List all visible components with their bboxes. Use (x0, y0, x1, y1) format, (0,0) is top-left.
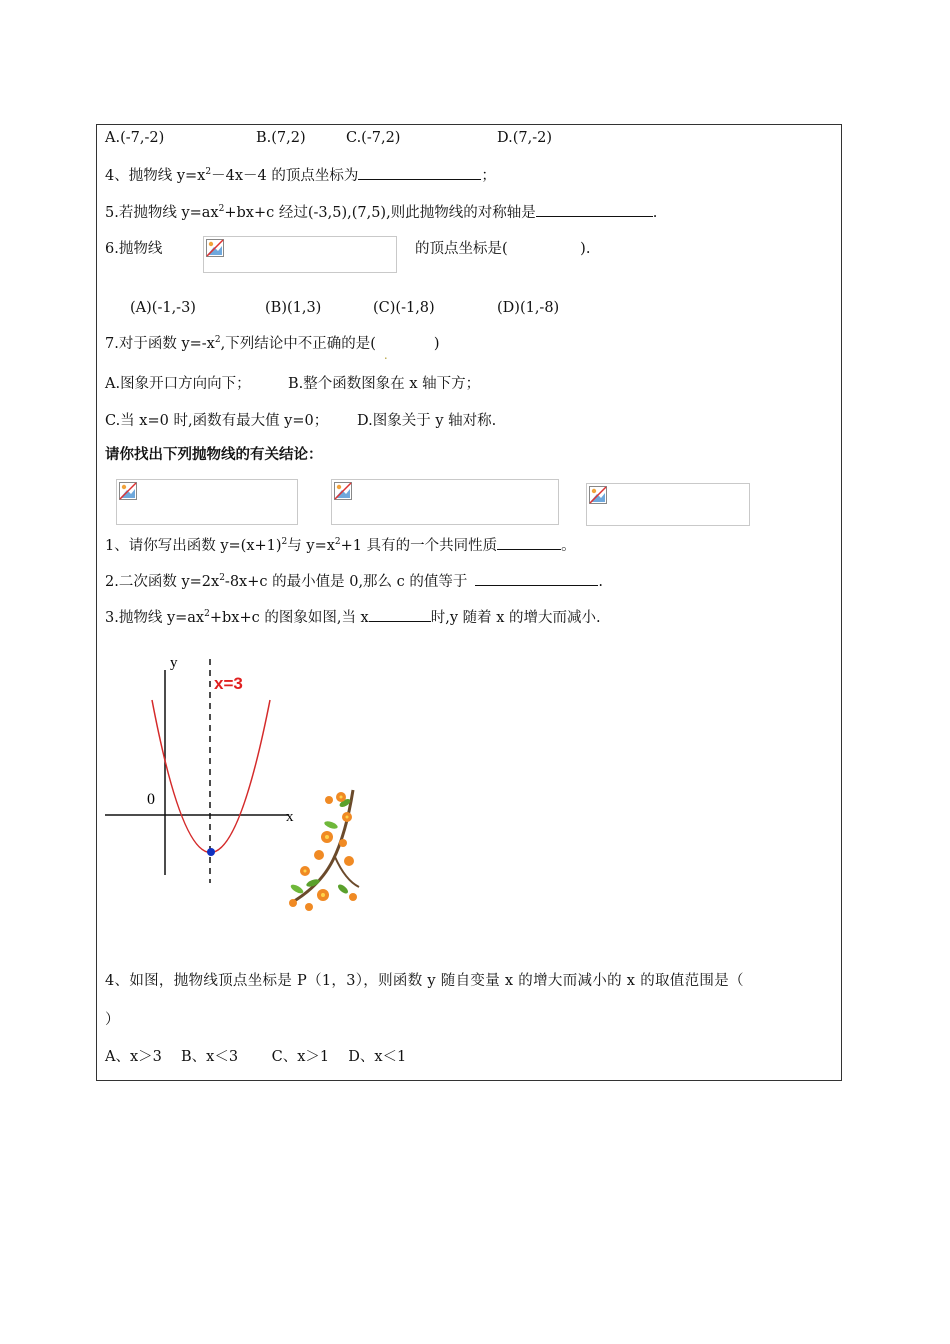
parabola-curve (152, 700, 270, 853)
question-4 (105, 165, 496, 185)
p1-text-2: 与 y=x (287, 538, 335, 554)
q6-text: 6.抛物线 (105, 241, 163, 257)
p1-answer-blank[interactable] (497, 535, 561, 550)
option-c: C.(-7,2) (346, 130, 401, 146)
p1-tail: 。 (561, 538, 576, 554)
q7-option-a: A.图象开口方向向下； (105, 376, 251, 392)
q7-option-b: B.整个函数图象在 x 轴下方； (288, 376, 481, 392)
x-axis-label: x (286, 809, 294, 825)
formula-image-1 (116, 479, 298, 525)
option-b: B.(7,2) (256, 130, 306, 146)
dot-mark: . (383, 348, 388, 362)
q7-text-2: ,下列结论中不正确的是( (220, 336, 376, 352)
q4-tail: ； (481, 168, 496, 184)
q4-text-2: －4x－4 的顶点坐标为 (211, 168, 359, 184)
broken-image-icon (589, 486, 607, 504)
p2-exponent: 2 (219, 573, 225, 583)
p1-text-3: +1 具有的一个共同性质 (340, 538, 498, 554)
y-axis-label: y (170, 655, 178, 671)
broken-image-icon (334, 482, 352, 500)
formula-image-3 (586, 483, 750, 526)
problem-4-line-2: ） (105, 1012, 120, 1028)
broken-image-icon (206, 239, 224, 257)
q6-option-b: (B)(1,3) (265, 300, 322, 316)
problem-2 (105, 571, 603, 591)
formula-image-2 (331, 479, 559, 525)
vertex-point (207, 848, 215, 856)
q5-tail: . (652, 205, 658, 221)
problem-4-line-1: 4、如图，抛物线顶点坐标是 P（1，3），则函数 y 随自变量 x 的增大而减小的 x 的取值范围是（ (105, 973, 744, 989)
q5-text: 5.若抛物线 y=ax (105, 205, 219, 221)
q6-formula-image (203, 236, 397, 273)
p3-text-2: +bx+c 的图象如图,当 x (209, 610, 369, 626)
problem-3 (105, 607, 601, 627)
origin-label: 0 (147, 791, 155, 808)
p1-exponent-2: 2 (334, 537, 341, 547)
p1-text: 1、请你写出函数 y=(x+1) (105, 538, 282, 554)
symmetry-axis-label: x=3 (214, 674, 243, 693)
q6-option-c: (C)(-1,8) (373, 300, 435, 316)
q4-text: 4、抛物线 y=x (105, 168, 206, 184)
p3-tail: 时,y 随着 x 的增大而减小. (430, 610, 601, 626)
flower-branch-decoration (283, 785, 363, 915)
q6-option-d: (D)(1,-8) (497, 300, 560, 316)
q5-text-2: +bx+c 经过(-3,5),(7,5),则此抛物线的对称轴是 (224, 205, 536, 221)
q4-answer-blank[interactable] (358, 165, 481, 180)
p2-tail: . (598, 574, 603, 590)
p3-text: 3.抛物线 y=ax (105, 610, 205, 626)
question-5 (105, 202, 657, 222)
option-a: A.(-7,-2) (105, 130, 165, 146)
q4-exponent: 2 (205, 167, 212, 177)
p1-exponent: 2 (281, 537, 288, 547)
q5-exponent: 2 (218, 204, 225, 214)
q7-text: 7.对于函数 y=-x (105, 336, 215, 352)
p2-answer-blank[interactable] (475, 571, 598, 586)
option-d: D.(7,-2) (497, 130, 552, 146)
q5-answer-blank[interactable] (536, 202, 653, 217)
section-heading: 请你找出下列抛物线的有关结论： (105, 447, 323, 463)
question-7 (105, 335, 440, 362)
problem-1 (105, 535, 576, 555)
q6-text-2: 的顶点坐标是( ). (415, 241, 591, 257)
q7-exponent: 2 (214, 335, 221, 345)
p2-text-2: -8x+c 的最小值是 0,那么 c 的值等于 (224, 574, 468, 590)
q7-option-c: C.当 x=0 时,函数有最大值 y=0； (105, 413, 329, 429)
q7-tail: ) (433, 336, 440, 352)
p3-answer-blank[interactable] (369, 607, 431, 622)
p3-exponent: 2 (204, 609, 210, 619)
parabola-graph (100, 645, 310, 890)
q7-option-d: D.图象关于 y 轴对称. (357, 413, 497, 429)
broken-image-icon (119, 482, 137, 500)
q6-option-a: (A)(-1,-3) (130, 300, 196, 316)
p2-text: 2.二次函数 y=2x (105, 574, 220, 590)
problem-4-options: A、x＞3 B、x＜3 C、x＞1 D、x＜1 (105, 1049, 407, 1065)
